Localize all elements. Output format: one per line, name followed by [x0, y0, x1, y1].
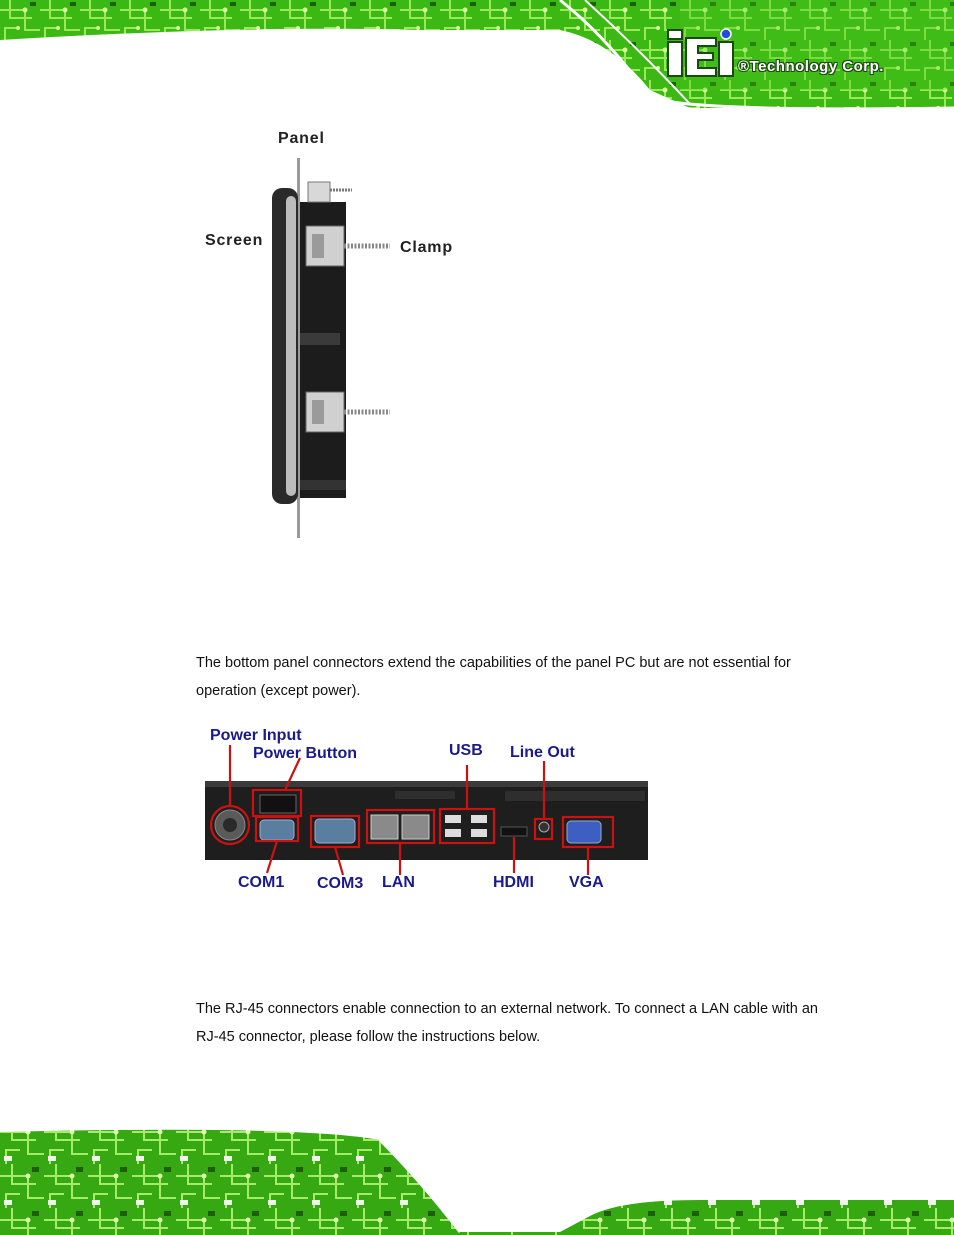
page-header	[0, 0, 954, 112]
label-line-out: Line Out	[510, 744, 575, 761]
label-lan: LAN	[382, 874, 415, 891]
usb-port	[445, 829, 461, 837]
side-view-figure	[200, 128, 480, 548]
paragraph-rj45: The RJ-45 connectors enable connection to an external network. To connect a LAN cable with an RJ-45 connector, please follow the instructions below.	[196, 1001, 818, 1045]
paragraph-bottom-panel: The bottom panel connectors extend the capabilities of the panel PC but are not essential for operation (except power).	[196, 655, 791, 699]
label-com1: COM1	[238, 874, 285, 891]
com1-port	[260, 820, 294, 840]
screen-bezel	[286, 196, 296, 496]
label-screen: Screen	[205, 232, 264, 249]
lan-port-1	[371, 815, 398, 839]
label-hdmi: HDMI	[493, 874, 534, 891]
lan-port-2	[402, 815, 429, 839]
com3-port	[315, 819, 355, 843]
usb-port	[445, 815, 461, 823]
hdmi-port	[501, 827, 527, 836]
usb-port	[471, 829, 487, 837]
clamp-upper	[306, 226, 344, 266]
label-com3: COM3	[317, 875, 364, 892]
label-usb: USB	[449, 742, 483, 759]
line-out-jack	[539, 822, 549, 832]
usb-port	[471, 815, 487, 823]
page-footer	[0, 1120, 954, 1235]
top-clamp	[308, 182, 330, 202]
vga-port	[567, 821, 601, 843]
label-vga: VGA	[569, 874, 604, 891]
label-clamp: Clamp	[400, 239, 453, 256]
label-power-input: Power Input	[210, 727, 302, 744]
label-power-button: Power Button	[253, 745, 357, 762]
brand-tagline: ®Technology Corp.	[738, 58, 884, 75]
clamp-lower	[306, 392, 344, 432]
label-panel: Panel	[278, 130, 325, 147]
power-button-switch	[260, 795, 296, 813]
circuit-board-footer	[0, 1120, 954, 1235]
